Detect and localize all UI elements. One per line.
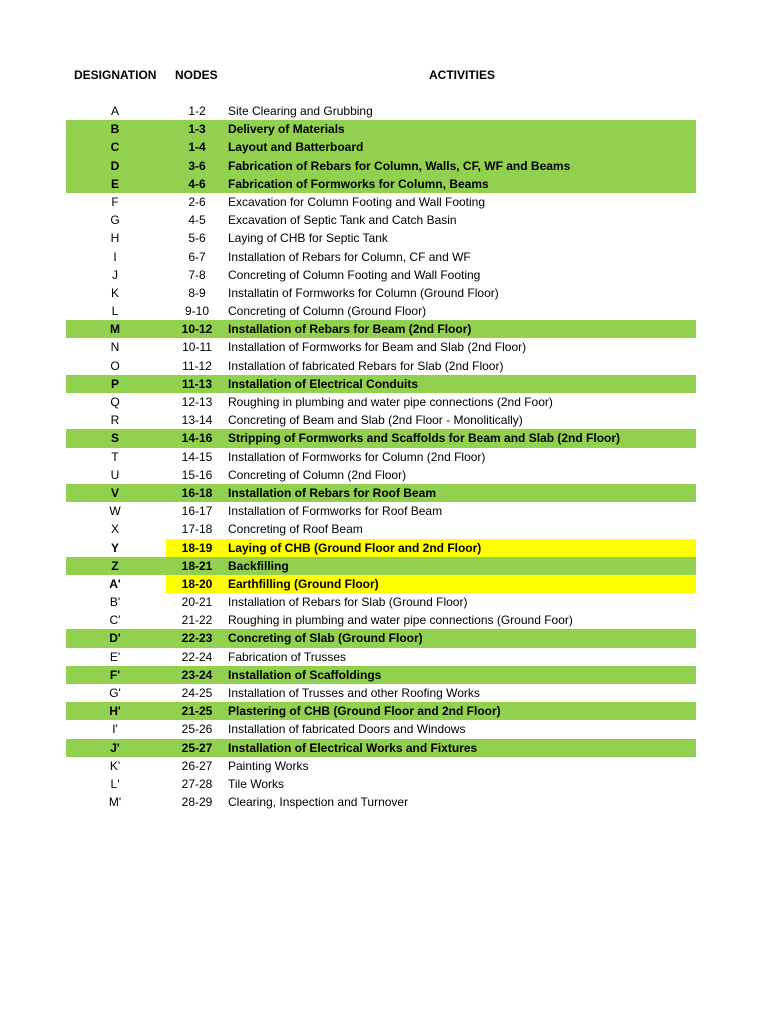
cell-designation: M'	[108, 795, 122, 810]
header-designation: DESIGNATION	[74, 68, 157, 82]
cell-activity: Tile Works	[228, 776, 285, 791]
cell-designation: N	[110, 340, 120, 355]
cell-nodes: 1-2	[188, 104, 206, 118]
cell-nodes: 18-21	[181, 558, 213, 573]
cell-designation: C	[110, 140, 120, 155]
cell-nodes: 25-26	[181, 722, 213, 737]
cell-designation: L'	[110, 776, 120, 791]
cell-nodes: 22-24	[181, 649, 213, 664]
table-row	[0, 411, 768, 429]
table-row	[0, 266, 768, 284]
cell-designation: E'	[109, 649, 121, 664]
cell-designation: W	[109, 504, 121, 519]
table-row	[0, 466, 768, 484]
table-row	[0, 575, 768, 593]
cell-activity: Plastering of CHB (Ground Floor and 2nd Floor)	[228, 704, 501, 719]
cell-activity: Laying of CHB for Septic Tank	[228, 231, 388, 246]
cell-nodes: 23-24	[181, 667, 213, 682]
cell-nodes: 18-19	[181, 540, 213, 555]
cell-activity: Installation of Rebars for Column, CF and WF	[228, 249, 471, 264]
cell-activity: Layout and Batterboard	[228, 140, 364, 155]
cell-designation: Y	[110, 540, 119, 555]
cell-nodes: 16-18	[181, 485, 213, 500]
cell-activity: Concreting of Column (2nd Floor)	[228, 467, 407, 482]
table-row	[0, 320, 768, 338]
cell-activity: Stripping of Formworks and Scaffolds for Beam and Slab (2nd Floor)	[228, 431, 621, 446]
cell-designation: F	[111, 194, 119, 209]
table-row	[0, 138, 768, 156]
cell-nodes: 10-12	[181, 322, 213, 337]
cell-activity: Backfilling	[228, 558, 289, 573]
cell-designation: B	[110, 122, 120, 137]
table-row	[0, 593, 768, 611]
cell-nodes: 12-13	[181, 395, 213, 409]
cell-nodes: 2-6	[188, 194, 206, 209]
header-activities: ACTIVITIES	[429, 68, 496, 82]
cell-nodes: 13-14	[181, 413, 213, 428]
row-highlight	[66, 138, 696, 156]
cell-designation: J'	[110, 740, 120, 755]
table-header	[0, 66, 768, 84]
cell-activity: Concreting of Column (Ground Floor)	[228, 304, 427, 319]
table-row	[0, 211, 768, 229]
cell-designation: X	[110, 522, 119, 537]
cell-activity: Installation of Formworks for Roof Beam	[228, 504, 443, 519]
table-row	[0, 302, 768, 320]
cell-designation: L	[111, 304, 119, 319]
cell-designation: G	[110, 213, 120, 228]
cell-designation: A'	[109, 576, 121, 591]
table-row	[0, 684, 768, 702]
cell-designation: E	[110, 176, 119, 191]
cell-activity: Installation of Formworks for Column (2nd Floor)	[228, 449, 486, 464]
cell-designation: R	[110, 413, 120, 428]
cell-activity: Installation of Electrical Works and Fixtures	[228, 740, 478, 755]
cell-designation: D'	[109, 631, 121, 646]
cell-activity: Installation of Rebars for Slab (Ground Floor)	[228, 595, 468, 610]
table-row	[0, 248, 768, 266]
row-highlight	[66, 557, 696, 575]
cell-nodes: 21-25	[181, 704, 213, 719]
cell-nodes: 14-16	[181, 431, 213, 446]
cell-nodes: 16-17	[181, 504, 213, 519]
cell-designation: G'	[109, 686, 121, 700]
cell-nodes: 20-21	[181, 595, 213, 610]
cell-activity: Fabrication of Rebars for Column, Walls, CF, WF and Beams	[228, 158, 571, 173]
table-row	[0, 702, 768, 720]
table-row	[0, 539, 768, 557]
cell-designation: F'	[109, 667, 121, 682]
table-row	[0, 284, 768, 302]
cell-nodes: 9-10	[184, 304, 210, 319]
cell-designation: D	[110, 158, 120, 173]
cell-nodes: 24-25	[181, 686, 213, 700]
table-row	[0, 338, 768, 356]
cell-designation: M	[110, 322, 120, 337]
cell-designation: Z	[111, 558, 119, 573]
table-row	[0, 229, 768, 247]
cell-designation: H'	[109, 704, 121, 719]
cell-nodes: 11-12	[182, 358, 212, 373]
cell-activity: Painting Works	[228, 758, 309, 773]
table-row	[0, 793, 768, 811]
cell-nodes: 10-11	[182, 340, 212, 355]
cell-activity: Roughing in plumbing and water pipe connections (Ground Foor)	[228, 613, 573, 628]
table-row	[0, 648, 768, 666]
cell-activity: Laying of CHB (Ground Floor and 2nd Floor)	[228, 540, 482, 555]
cell-activity: Installation of fabricated Doors and Windows	[228, 722, 466, 737]
table-row	[0, 720, 768, 738]
cell-activity: Installation of Electrical Conduits	[228, 376, 419, 391]
cell-designation: B'	[109, 595, 121, 610]
cell-nodes: 14-15	[181, 449, 213, 464]
cell-designation: I	[113, 249, 117, 264]
cell-designation: T	[111, 449, 119, 464]
cell-nodes: 4-6	[188, 176, 206, 191]
cell-designation: V	[110, 485, 119, 500]
cell-activity: Excavation for Column Footing and Wall Footing	[228, 194, 486, 209]
cell-nodes: 25-27	[181, 740, 213, 755]
cell-nodes: 28-29	[181, 795, 213, 810]
cell-activity: Installation of Trusses and other Roofing Works	[228, 686, 480, 700]
table-row	[0, 375, 768, 393]
cell-designation: I'	[112, 722, 118, 737]
cell-nodes: 18-20	[181, 576, 213, 591]
cell-activity: Earthfilling (Ground Floor)	[228, 576, 379, 591]
table-row	[0, 739, 768, 757]
cell-nodes: 5-6	[188, 231, 206, 246]
table-row	[0, 357, 768, 375]
cell-nodes: 11-13	[181, 376, 213, 391]
cell-nodes: 6-7	[188, 249, 206, 264]
table-row	[0, 557, 768, 575]
cell-designation: C'	[109, 613, 121, 628]
cell-nodes: 27-28	[181, 776, 213, 791]
table-row	[0, 611, 768, 629]
cell-designation: H	[110, 231, 120, 246]
cell-activity: Installation of Rebars for Roof Beam	[228, 485, 437, 500]
cell-nodes: 17-18	[181, 522, 213, 537]
row-highlight	[66, 120, 696, 138]
cell-activity: Installation of Formworks for Beam and Slab (2nd Floor)	[228, 340, 527, 355]
cell-nodes: 8-9	[188, 285, 206, 300]
cell-activity: Roughing in plumbing and water pipe connections (2nd Foor)	[228, 395, 553, 409]
table-row	[0, 175, 768, 193]
cell-designation: U	[110, 467, 120, 482]
activity-table	[0, 102, 768, 811]
cell-nodes: 1-4	[188, 140, 206, 155]
cell-activity: Concreting of Beam and Slab (2nd Floor - Monolitically)	[228, 413, 523, 428]
cell-nodes: 1-3	[188, 122, 206, 137]
table-row	[0, 193, 768, 211]
table-row	[0, 102, 768, 120]
cell-activity: Installation of Scaffoldings	[228, 667, 382, 682]
cell-designation: K'	[109, 758, 121, 773]
table-row	[0, 520, 768, 538]
header-nodes: NODES	[175, 68, 218, 82]
cell-nodes: 26-27	[181, 758, 213, 773]
cell-nodes: 7-8	[188, 267, 206, 282]
cell-activity: Concreting of Slab (Ground Floor)	[228, 631, 423, 646]
cell-designation: O	[110, 358, 120, 373]
cell-activity: Concreting of Column Footing and Wall Footing	[228, 267, 481, 282]
table-row	[0, 666, 768, 684]
cell-designation: K	[110, 285, 119, 300]
cell-activity: Fabrication of Trusses	[228, 649, 347, 664]
table-row	[0, 120, 768, 138]
cell-activity: Site Clearing and Grubbing	[228, 104, 373, 118]
cell-designation: Q	[110, 395, 120, 409]
table-row	[0, 448, 768, 466]
table-row	[0, 393, 768, 411]
cell-designation: A	[110, 104, 119, 118]
table-row	[0, 429, 768, 447]
table-row	[0, 502, 768, 520]
cell-activity: Installation of Rebars for Beam (2nd Floor)	[228, 322, 472, 337]
cell-activity: Fabrication of Formworks for Column, Beams	[228, 176, 489, 191]
cell-activity: Installatin of Formworks for Column (Ground Floor)	[228, 285, 499, 300]
cell-designation: J	[112, 267, 118, 282]
cell-nodes: 21-22	[181, 613, 213, 628]
cell-activity: Concreting of Roof Beam	[228, 522, 363, 537]
cell-designation: P	[110, 376, 119, 391]
table-row	[0, 757, 768, 775]
table-row	[0, 484, 768, 502]
table-row	[0, 157, 768, 175]
cell-nodes: 22-23	[181, 631, 213, 646]
cell-nodes: 4-5	[188, 213, 206, 228]
table-row	[0, 629, 768, 647]
cell-designation: S	[110, 431, 119, 446]
cell-activity: Delivery of Materials	[228, 122, 345, 137]
table-row	[0, 775, 768, 793]
cell-nodes: 15-16	[181, 467, 213, 482]
cell-activity: Installation of fabricated Rebars for Slab (2nd Floor)	[228, 358, 504, 373]
cell-activity: Clearing, Inspection and Turnover	[228, 795, 409, 810]
cell-activity: Excavation of Septic Tank and Catch Basin	[228, 213, 457, 228]
cell-nodes: 3-6	[188, 158, 206, 173]
